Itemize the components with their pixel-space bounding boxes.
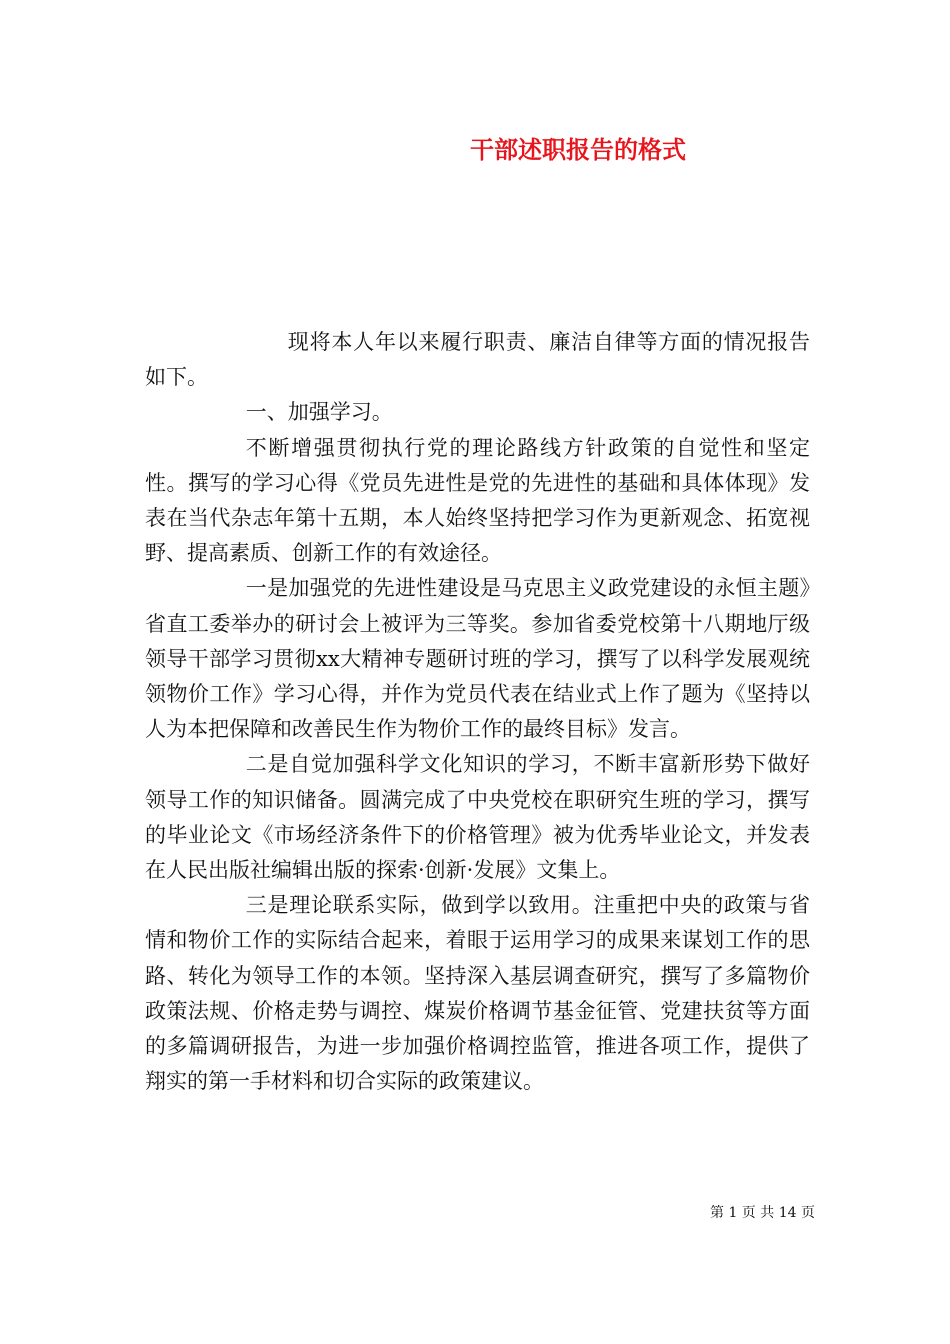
- page-number-footer: 第 1 页 共 14 页: [710, 1205, 815, 1221]
- intro-paragraph: 现将本人年以来履行职责、廉洁自律等方面的情况报告如下。: [145, 330, 810, 390]
- body-paragraph: 二是自觉加强科学文化知识的学习，不断丰富新形势下做好领导工作的知识储备。圆满完成了中央党校在职研究生班的学习，撰写的毕业论文《市场经济条件下的价格管理》被为优秀毕业论文，并发表在人民出版社编辑出版的探索·创新·发展》文集上。: [145, 752, 810, 883]
- document-body: [145, 325, 810, 1099]
- document-title: 干部述职报告的格式: [470, 135, 686, 164]
- body-paragraph: 一是加强党的先进性建设是马克思主义政党建设的永恒主题》省直工委举办的研讨会上被评为三等奖。参加省委党校第十八期地厅级领导干部学习贯彻xx大精神专题研讨班的学习，撰写了以科学发展观统领物价工作》学习心得，并作为党员代表在结业式上作了题为《坚持以人为本把保障和改善民生作为物价工作的最终目标》发言。: [145, 576, 810, 742]
- body-paragraph: 三是理论联系实际，做到学以致用。注重把中央的政策与省情和物价工作的实际结合起来，着眼于运用学习的成果来谋划工作的思路、转化为领导工作的本领。坚持深入基层调查研究，撰写了多篇物价政策法规、价格走势与调控、煤炭价格调节基金征管、党建扶贫等方面的多篇调研报告，为进一步加强价格调控监管，推进各项工作，提供了翔实的第一手材料和切合实际的政策建议。: [145, 893, 810, 1094]
- section-heading: 一、加强学习。: [245, 400, 393, 425]
- body-paragraph: 不断增强贯彻执行党的理论路线方针政策的自觉性和坚定性。撰写的学习心得《党员先进性是党的先进性的基础和具体体现》发表在当代杂志年第十五期，本人始终坚持把学习作为更新观念、拓宽视野、提高素质、创新工作的有效途径。: [145, 435, 810, 566]
